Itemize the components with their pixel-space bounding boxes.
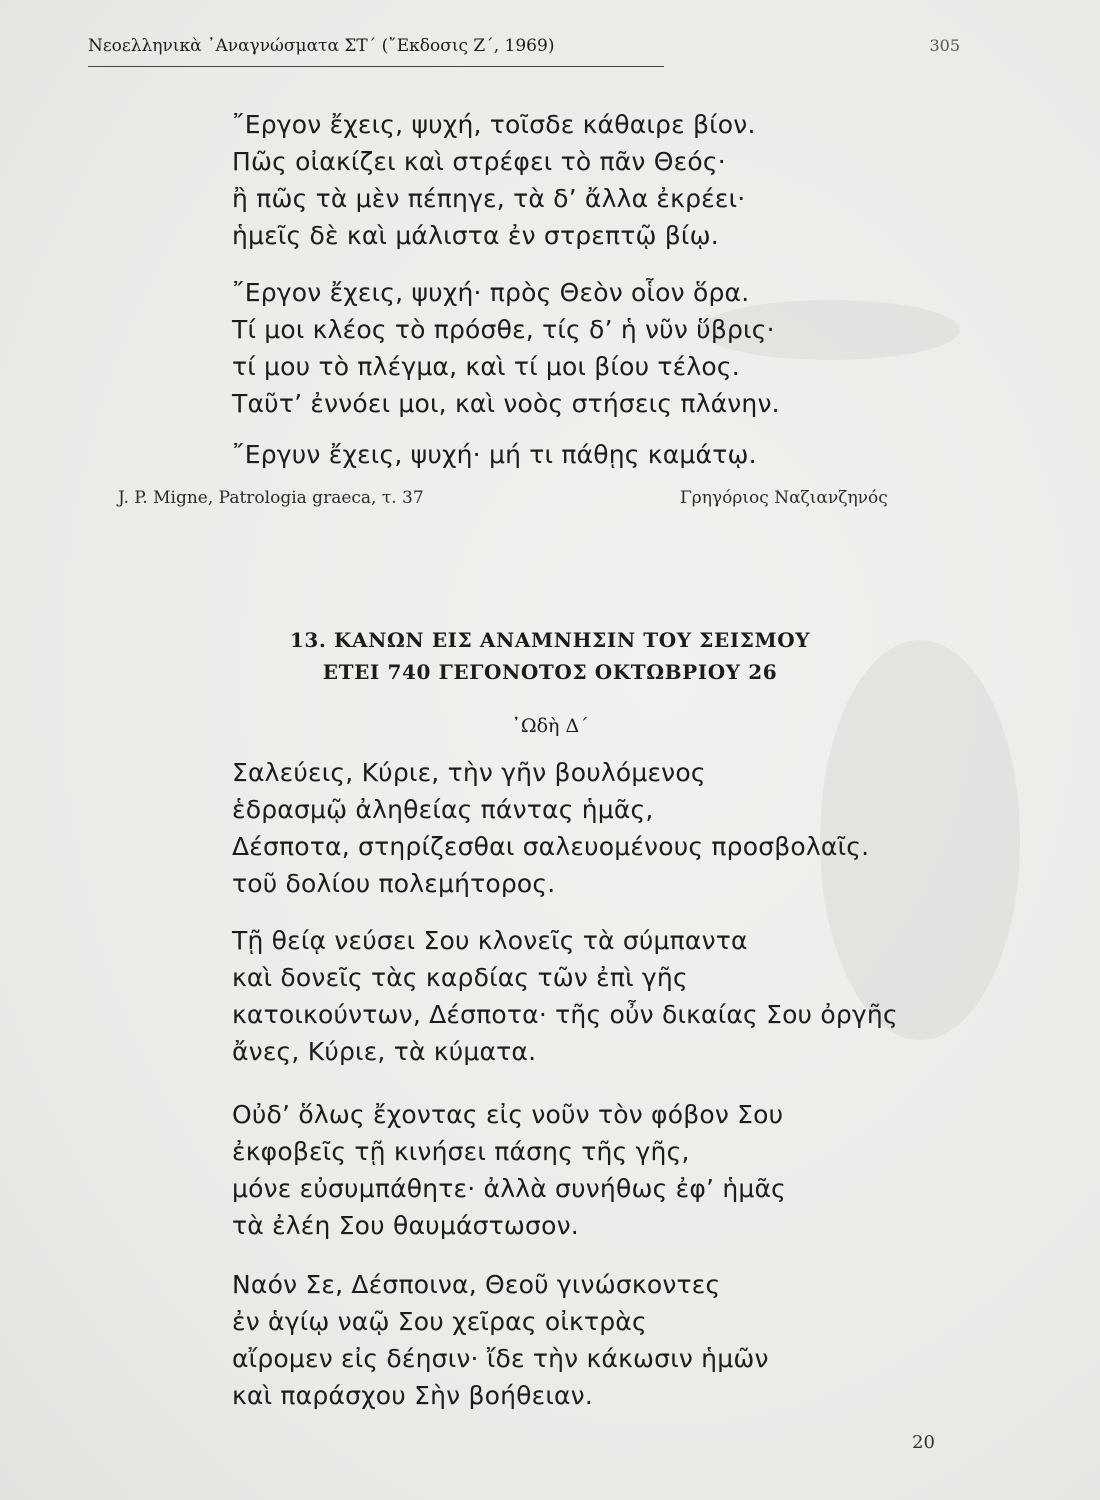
verse-line: ἑδρασμῷ ἀληθείας πάντας ἡμᾶς, bbox=[232, 795, 654, 824]
canon-stanza-3 bbox=[232, 1096, 786, 1244]
verse-line: Ταῦτ’ ἐννόει μοι, καὶ νοὸς στήσεις πλάνην. bbox=[232, 389, 780, 418]
page-number: 305 bbox=[929, 36, 960, 55]
verse-line: τοῦ δολίου πολεμήτορος. bbox=[232, 869, 556, 898]
canon-stanza-2 bbox=[232, 922, 898, 1070]
verse-line: ῎Εργον ἔχεις, ψυχή, τοῖσδε κάθαιρε βίον. bbox=[232, 110, 756, 139]
verse-line: ἐκφοβεῖς τῇ κινήσει πάσης τῆς γῆς, bbox=[232, 1137, 690, 1166]
poem1-stanza-2 bbox=[232, 274, 780, 422]
verse-line: ῎Εργον ἔχεις, ψυχή· πρὸς Θεὸν οἷον ὅρα. bbox=[232, 278, 750, 307]
poem1-stanza-1 bbox=[232, 106, 756, 254]
verse-line: Οὐδ’ ὅλως ἔχοντας εἰς νοῦν τὸν φόβον Σου bbox=[232, 1100, 784, 1129]
verse-line: Ναόν Σε, Δέσποινα, Θεοῦ γινώσκοντες bbox=[232, 1270, 721, 1299]
verse-line: ἄνες, Κύριε, τὰ κύματα. bbox=[232, 1037, 537, 1066]
verse-line: Σαλεύεις, Κύριε, τὴν γῆν βουλόμενος bbox=[232, 758, 706, 787]
canon-stanza-1 bbox=[232, 754, 869, 902]
verse-line: ἡμεῖς δὲ καὶ μάλιστα ἐν στρεπτῷ βίῳ. bbox=[232, 221, 719, 250]
poem1-stanza-3 bbox=[232, 436, 757, 473]
section-heading-line2: ΕΤΕΙ 740 ΓΕΓΟΝΟΤΟΣ ΟΚΤΩΒΡΙΟΥ 26 bbox=[322, 660, 778, 684]
author-name: Γρηγόριος Ναζιανζηνός bbox=[680, 488, 888, 508]
verse-line: κατοικούντων, Δέσποτα· τῆς οὖν δικαίας Σου ὀργῆς bbox=[232, 1000, 898, 1029]
source-citation: J. P. Migne, Patrologia graeca, τ. 37 bbox=[118, 488, 424, 508]
verse-line: τί μου τὸ πλέγμα, καὶ τί μοι βίου τέλος. bbox=[232, 352, 740, 381]
verse-line: Τί μοι κλέος τὸ πρόσθε, τίς δ’ ἡ νῦν ὕβρις· bbox=[232, 315, 775, 344]
verse-line: Δέσποτα, στηρίζεσθαι σαλευομένους προσβολαῖς. bbox=[232, 832, 870, 861]
verse-line: μόνε εὐσυμπάθητε· ἀλλὰ συνήθως ἐφ’ ἡμᾶς bbox=[232, 1174, 787, 1203]
verse-line: ῎Εργυν ἔχεις, ψυχή· μή τι πάθῃς καμάτῳ. bbox=[232, 440, 757, 469]
verse-line: καὶ δονεῖς τὰς καρδίας τῶν ἐπὶ γῆς bbox=[232, 963, 688, 992]
canon-stanza-4 bbox=[232, 1266, 769, 1414]
folio-number: 20 bbox=[912, 1432, 935, 1453]
verse-line: Τῇ θείᾳ νεύσει Σου κλονεῖς τὰ σύμπαντα bbox=[232, 926, 748, 955]
verse-line: αἴρομεν εἰς δέησιν· ἴδε τὴν κάκωσιν ἡμῶν bbox=[232, 1344, 769, 1373]
book-title: Νεοελληνικὰ ᾿Αναγνώσματα ΣΤ΄ (῎Εκδοσις Ζ΄, 1969) bbox=[88, 36, 555, 56]
verse-line: Πῶς οἰακίζει καὶ στρέφει τὸ πᾶν Θεός· bbox=[232, 147, 726, 176]
section-heading-line1: 13. ΚΑΝΩΝ ΕΙΣ ΑΝΑΜΝΗΣΙΝ ΤΟΥ ΣΕΙΣΜΟΥ bbox=[289, 628, 811, 652]
verse-line: ἐν ἁγίῳ ναῷ Σου χεῖρας οἰκτρὰς bbox=[232, 1307, 647, 1336]
ode-label: ᾿Ωδὴ Δ΄ bbox=[511, 715, 589, 737]
verse-line: τὰ ἐλέη Σου θαυμάστωσον. bbox=[232, 1211, 579, 1240]
running-head bbox=[88, 36, 960, 66]
header-rule bbox=[88, 66, 664, 67]
verse-line: ἢ πῶς τὰ μὲν πέπηγε, τὰ δ’ ἄλλα ἐκρέει· bbox=[232, 184, 746, 213]
verse-line: καὶ παράσχου Σὴν βοήθειαν. bbox=[232, 1381, 593, 1410]
